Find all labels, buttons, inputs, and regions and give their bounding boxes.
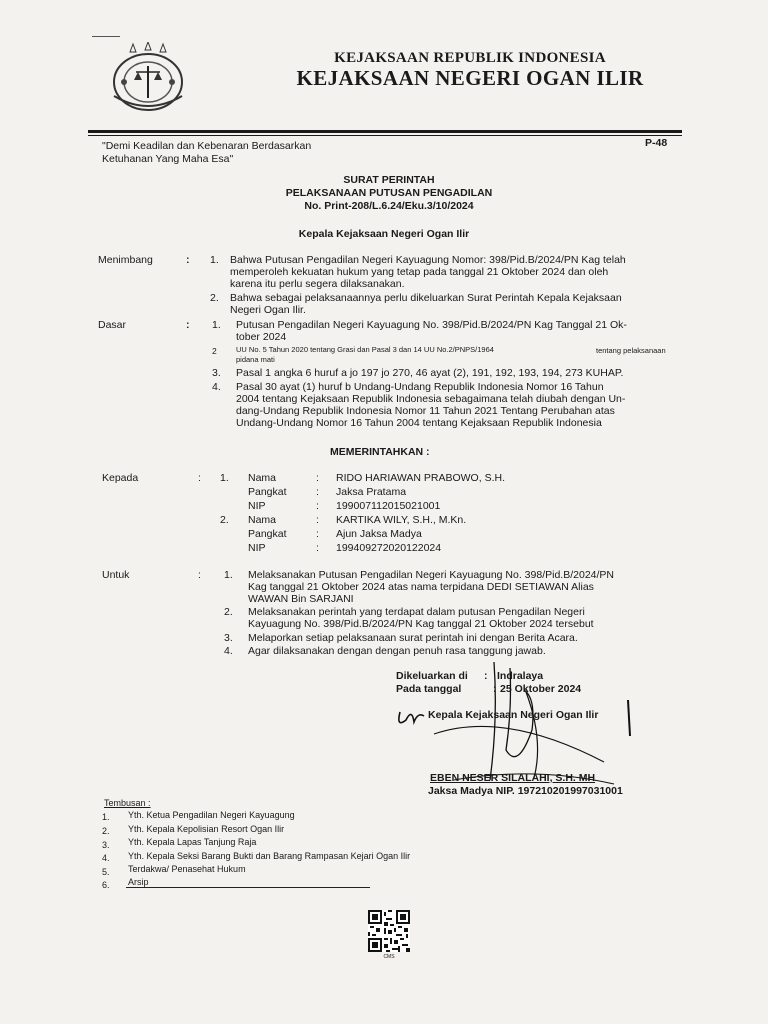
issued-place-label: Dikeluarkan di [396,670,468,682]
menimbang-num-1: 1. [210,254,219,266]
issued-date: 25 Oktober 2024 [500,683,582,695]
tembusan-title: Tembusan : [104,798,151,808]
untuk-colon: : [198,569,201,581]
person-2-rank-colon: : [316,528,319,540]
menimbang-label: Menimbang [98,254,153,266]
person-1-name: RIDO HARIAWAN PRABOWO, S.H. [336,472,505,484]
menimbang-1-line-1: Bahwa Putusan Pengadilan Negeri Kayuagung Nomor: 398/Pid.B/2024/PN Kag telah [230,254,626,266]
title-line-1: SURAT PERINTAH [343,174,435,186]
issued-date-colon: : [493,683,497,695]
menimbang-colon: : [186,254,190,266]
person-2-name-label: Nama [248,514,277,526]
untuk-2-line-2: Kayuagung No. 398/Pid.B/2024/PN Kag tanggal 21 Oktober 2024 tersebut [248,618,594,630]
menimbang-num-2: 2. [210,292,219,304]
person-1-name-colon: : [316,472,319,484]
dasar-2-line-1a: UU No. 5 Tahun 2020 tentang Grasi dan Pasal 3 dan 14 UU No.2/PNPS/1964 [236,345,494,354]
tembusan-num-6: 6. [102,880,110,890]
dasar-1-line-2: tober 2024 [236,331,287,343]
tembusan-num-3: 3. [102,840,110,850]
untuk-num-2: 2. [224,606,233,618]
title-line-2: PELAKSANAAN PUTUSAN PENGADILAN [285,187,493,199]
dasar-num-3: 3. [212,367,221,379]
person-2-nip: 199409272020122024 [336,542,442,554]
kepada-label: Kepada [102,472,139,484]
tembusan-underline [126,887,370,888]
dasar-label: Dasar [98,319,127,331]
menimbang-1-line-2: memperoleh kekuatan hukum yang tetap pada tanggal 21 Oktober 2024 dan oleh [230,266,609,278]
untuk-num-1: 1. [224,569,233,581]
issuing-authority: Kepala Kejaksaan Negeri Ogan Ilir [298,228,470,240]
motto-line-2: Ketuhanan Yang Maha Esa" [102,153,234,165]
header-rule-thin [88,135,682,136]
tembusan-num-4: 4. [102,853,110,863]
tembusan-item-5: Terdakwa/ Penasehat Hukum [128,864,246,874]
dasar-3-line-1: Pasal 1 angka 6 huruf a jo 197 jo 270, 46 ayat (2), 191, 192, 193, 194, 273 KUHAP. [236,367,624,379]
person-1-nip-label: NIP [248,500,266,512]
tembusan-num-5: 5. [102,867,110,877]
person-1-num: 1. [220,472,229,484]
form-code: P-48 [645,137,668,149]
person-2-rank: Ajun Jaksa Madya [336,528,422,540]
header-rule-thick [88,130,682,133]
dasar-colon: : [186,319,190,331]
dasar-num-1: 1. [212,319,221,331]
menimbang-2-line-1: Bahwa sebagai pelaksanaannya perlu dikeluarkan Surat Perintah Kepala Kejaksaan [230,292,622,304]
untuk-label: Untuk [102,569,130,581]
person-2-name-colon: : [316,514,319,526]
person-2-rank-label: Pangkat [248,528,287,540]
person-2-num: 2. [220,514,229,526]
motto-line-1: "Demi Keadilan dan Kebenaran Berdasarkan [102,140,312,152]
tembusan-num-2: 2. [102,826,110,836]
untuk-num-3: 3. [224,632,233,644]
dasar-1-line-1: Putusan Pengadilan Negeri Kayuagung No. 398/Pid.B/2024/PN Kag Tanggal 21 Ok- [236,319,627,331]
corner-mark [92,36,120,37]
dasar-4-line-3: dang-Undang Republik Indonesia Nomor 11 Tahun 2021 Tentang Perubahan atas [236,405,615,417]
issued-date-label: Pada tanggal [396,683,462,695]
person-1-name-label: Nama [248,472,277,484]
person-2-nip-colon: : [316,542,319,554]
menimbang-1-line-3: karena itu perlu segera dilaksanakan. [230,278,405,290]
dasar-num-4: 4. [212,381,221,393]
untuk-2-line-1: Melaksanakan perintah yang terdapat dalam putusan Pengadilan Negeri [248,606,585,618]
qr-code [368,910,410,952]
untuk-1-line-1: Melaksanakan Putusan Pengadilan Negeri Kayuagung No. 398/Pid.B/2024/PN [248,569,614,581]
dasar-2-line-1b: tentang pelaksanaan [596,346,666,355]
signatory-rank-nip: Jaksa Madya NIP. 197210201997031001 [428,785,623,797]
person-2-nip-label: NIP [248,542,266,554]
title-number: No. Print-208/L.6.24/Eku.3/10/2024 [304,200,474,212]
person-2-name: KARTIKA WILY, S.H., M.Kn. [336,514,467,526]
untuk-4-line-1: Agar dilaksanakan dengan dengan penuh rasa tanggung jawab. [248,645,546,657]
tembusan-item-2: Yth. Kepala Kepolisian Resort Ogan Ilir [128,824,285,834]
untuk-num-4: 4. [224,645,233,657]
order-heading: MEMERINTAHKAN : [330,446,430,458]
kejaksaan-emblem [104,42,190,114]
person-1-rank-label: Pangkat [248,486,287,498]
issued-place: Indralaya [497,670,544,682]
person-1-nip-colon: : [316,500,319,512]
dasar-2-line-2: pidana mati [236,355,275,364]
untuk-1-line-2: Kag tanggal 21 Oktober 2024 atas nama terpidana DEDI SETIAWAN Alias [248,581,594,593]
untuk-3-line-1: Melaporkan setiap pelaksanaan surat perintah ini dengan Berita Acara. [248,632,578,644]
dasar-4-line-2: 2004 tentang Kejaksaan Republik Indonesia sebagaimana telah diubah dengan Un- [236,393,626,405]
menimbang-2-line-2: Negeri Ogan Ilir. [230,304,306,316]
dasar-num-2: 2 [212,346,217,356]
person-1-nip: 199007112015021001 [336,500,441,512]
tembusan-item-1: Yth. Ketua Pengadilan Negeri Kayuagung [128,810,295,820]
person-1-rank-colon: : [316,486,319,498]
tembusan-item-6: Arsip [128,877,149,887]
dasar-4-line-4: Undang-Undang Nomor 16 Tahun 2004 tentang Kejaksaan Republik Indonesia [236,417,602,429]
qr-caption: CMS [383,954,395,960]
header-institution: KEJAKSAAN REPUBLIK INDONESIA [334,50,606,66]
tembusan-item-4: Yth. Kepala Seksi Barang Bukti dan Barang Rampasan Kejari Ogan Ilir [128,851,411,861]
issued-place-colon: : [484,670,488,682]
untuk-1-line-3: WAWAN Bin SARJANI [248,593,354,605]
signatory-title: Kepala Kejaksaan Negeri Ogan Ilir [428,709,599,721]
signatory-name: EBEN NESER SILALAHI, S.H. MH [430,772,596,784]
kepada-colon: : [198,472,201,484]
dasar-4-line-1: Pasal 30 ayat (1) huruf b Undang-Undang Republik Indonesia Nomor 16 Tahun [236,381,604,393]
person-1-rank: Jaksa Pratama [336,486,407,498]
header-office: KEJAKSAAN NEGERI OGAN ILIR [296,66,644,90]
tembusan-item-3: Yth. Kepala Lapas Tanjung Raja [128,837,257,847]
tembusan-num-1: 1. [102,812,110,822]
